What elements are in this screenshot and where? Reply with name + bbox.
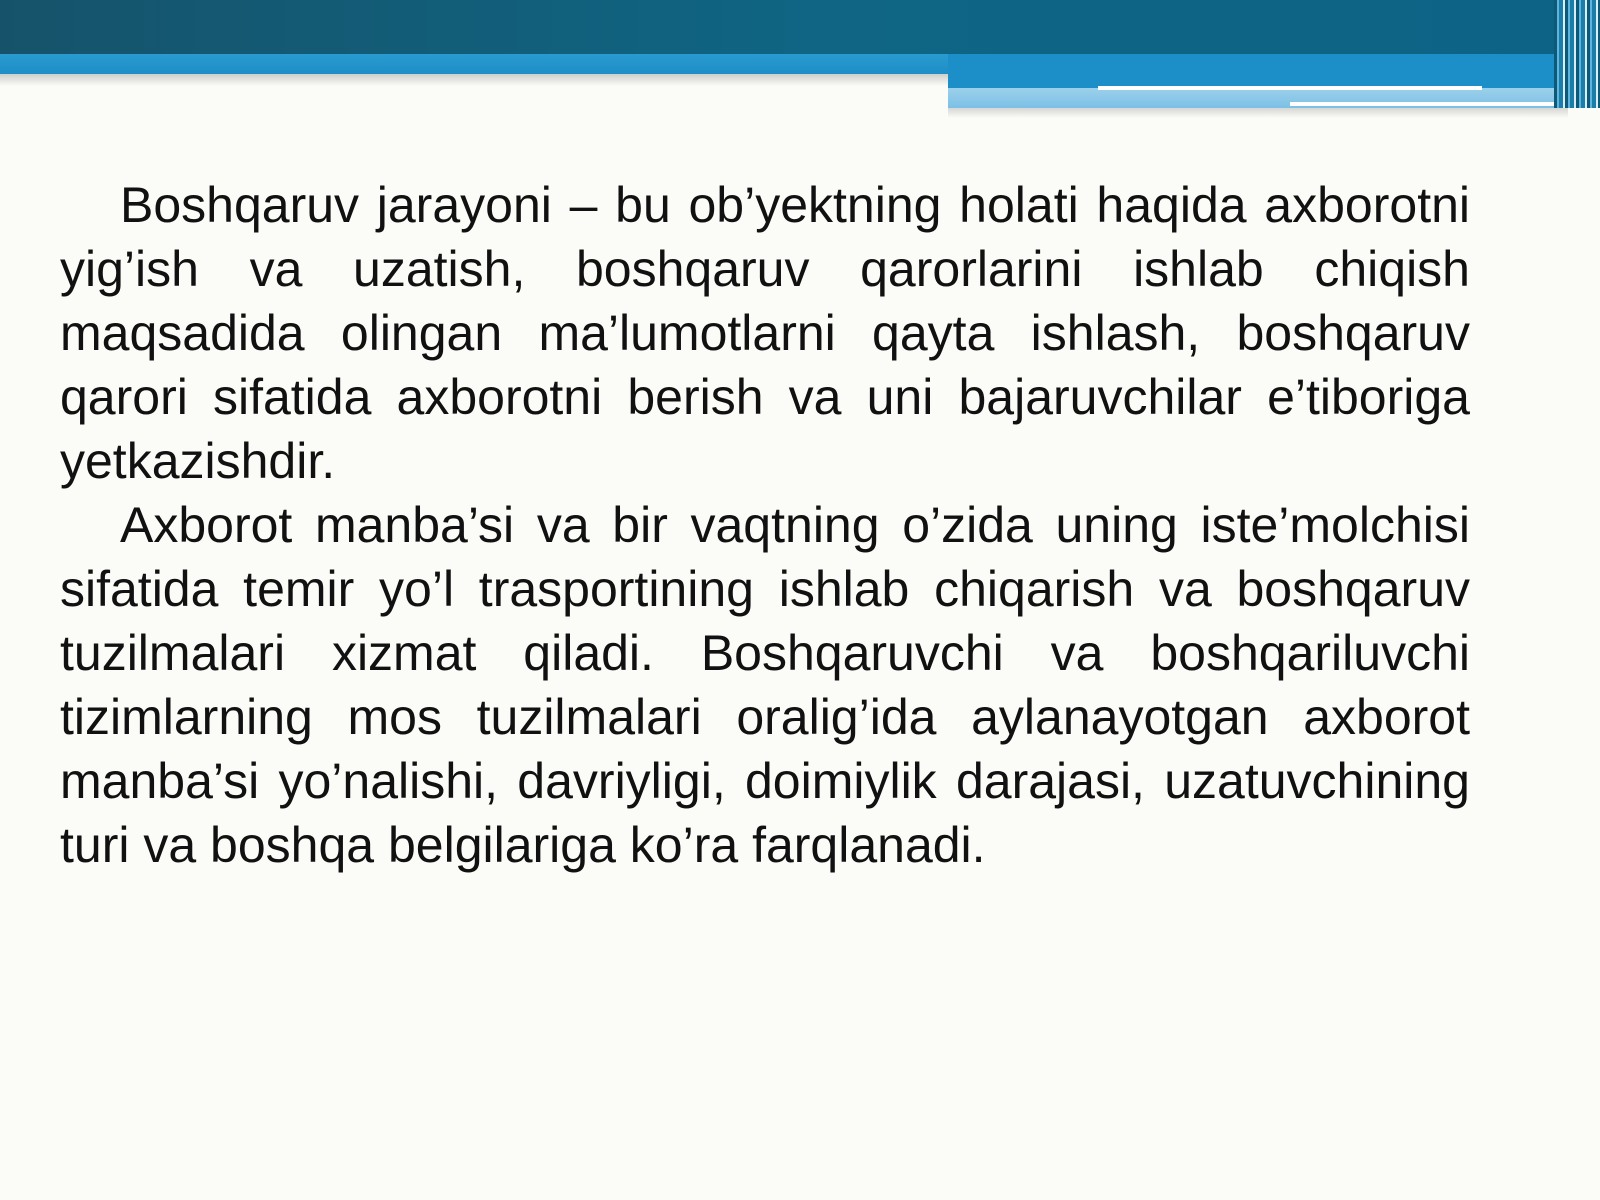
header-shadow-left	[0, 74, 948, 86]
header-dark-band	[0, 0, 1600, 54]
header-corner-bars	[1554, 0, 1600, 108]
paragraph: Boshqaruv jarayoni – bu ob’yektning holati haqida axborotni yig’ish va uzatish, boshqaruv qarorlarini ishlab chiqish maqsadida olingan ma’lumotlarni qayta ishlash, boshqaruv qarori sifatida axborotni berish va uni bajaruvchilar e’tiboriga yetkazishdir.	[60, 177, 1470, 489]
header-light-band-right	[948, 54, 1600, 88]
header-light-band-left	[0, 54, 948, 74]
paragraph: Axborot manba’si va bir vaqtning o’zida uning iste’molchisi sifatida temir yo’l trasportining ishlab chiqarish va boshqaruv tuzilmalari xizmat qiladi. Boshqaruvchi va boshqariluvchi tizimlarning mos tuzilmalari oralig’ida aylanayotgan axborot manba’si yo’nalishi, davriyligi, doimiylik darajasi, uzatuvchining turi va boshqa belgilariga ko’ra farqlanadi.	[60, 497, 1470, 873]
header-shadow-right	[948, 108, 1568, 118]
header-white-line	[1098, 86, 1482, 90]
slide-body-text	[60, 173, 1470, 877]
header-white-line	[1290, 102, 1568, 106]
